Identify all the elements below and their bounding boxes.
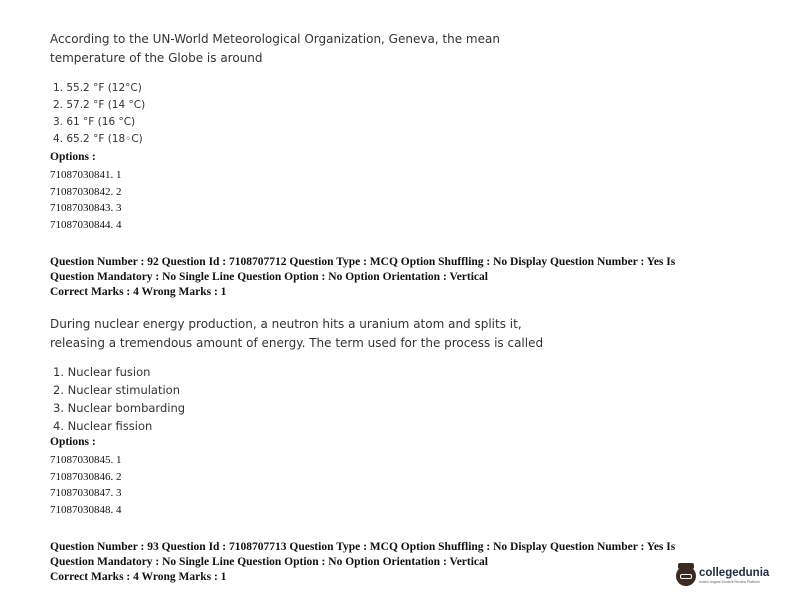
choice-item: 4. 65.2 °F (18◦C) — [53, 133, 143, 145]
choice-item: 3. 61 °F (16 °C) — [53, 116, 136, 128]
meta-line: Correct Marks : 4 Wrong Marks : 1 — [50, 571, 227, 583]
meta-line: Question Mandatory : No Single Line Question Option : No Option Orientation : Vertical — [50, 271, 488, 283]
collegedunia-logo — [676, 564, 776, 588]
choice-item: 4. Nuclear fission — [53, 419, 153, 433]
option-id: 71087030844. 4 — [50, 218, 122, 231]
option-id: 71087030841. 1 — [50, 169, 122, 181]
logo-name: collegedunia — [699, 567, 770, 579]
question-92-meta — [50, 255, 750, 300]
meta-line: Question Number : 92 Question Id : 7108707712 Question Type : MCQ Option Shuffling : No Display Question Number : Yes Is — [50, 256, 676, 268]
option-id: 71087030845. 1 — [50, 454, 122, 466]
question-2-choices — [53, 363, 185, 435]
option-id: 71087030847. 3 — [50, 487, 122, 499]
options-label: Options : — [50, 436, 96, 448]
choice-item: 1. 55.2 °F (12°C) — [53, 82, 142, 94]
option-id: 71087030846. 2 — [50, 470, 122, 483]
choice-item: 3. Nuclear bombarding — [53, 401, 186, 415]
graduate-icon — [676, 566, 696, 586]
logo-tagline: India's largest Student Review Platform — [699, 579, 760, 584]
option-id: 71087030848. 4 — [50, 503, 122, 516]
option-id: 71087030842. 2 — [50, 185, 122, 198]
meta-line: Correct Marks : 4 Wrong Marks : 1 — [50, 286, 227, 298]
meta-line: Question Mandatory : No Single Line Question Option : No Option Orientation : Vertical — [50, 556, 488, 568]
question-93-meta — [50, 540, 750, 585]
question-2-text: During nuclear energy production, a neutron hits a uranium atom and splits it, releasing a tremendous amount of energy. The term used for the process is called — [50, 317, 544, 350]
question-1-option-ids — [50, 167, 122, 233]
choice-item: 2. Nuclear stimulation — [53, 383, 180, 397]
choice-item: 1. Nuclear fusion — [53, 365, 151, 379]
choice-item: 2. 57.2 °F (14 °C) — [53, 99, 146, 111]
option-id: 71087030843. 3 — [50, 202, 122, 214]
question-1-text: According to the UN-World Meteorological Organization, Geneva, the mean temperature of the Globe is around — [50, 32, 500, 65]
meta-line: Question Number : 93 Question Id : 7108707713 Question Type : MCQ Option Shuffling : No Display Question Number : Yes Is — [50, 541, 676, 553]
question-1-choices — [53, 80, 145, 148]
options-label: Options : — [50, 151, 96, 163]
question-2-option-ids — [50, 452, 122, 518]
